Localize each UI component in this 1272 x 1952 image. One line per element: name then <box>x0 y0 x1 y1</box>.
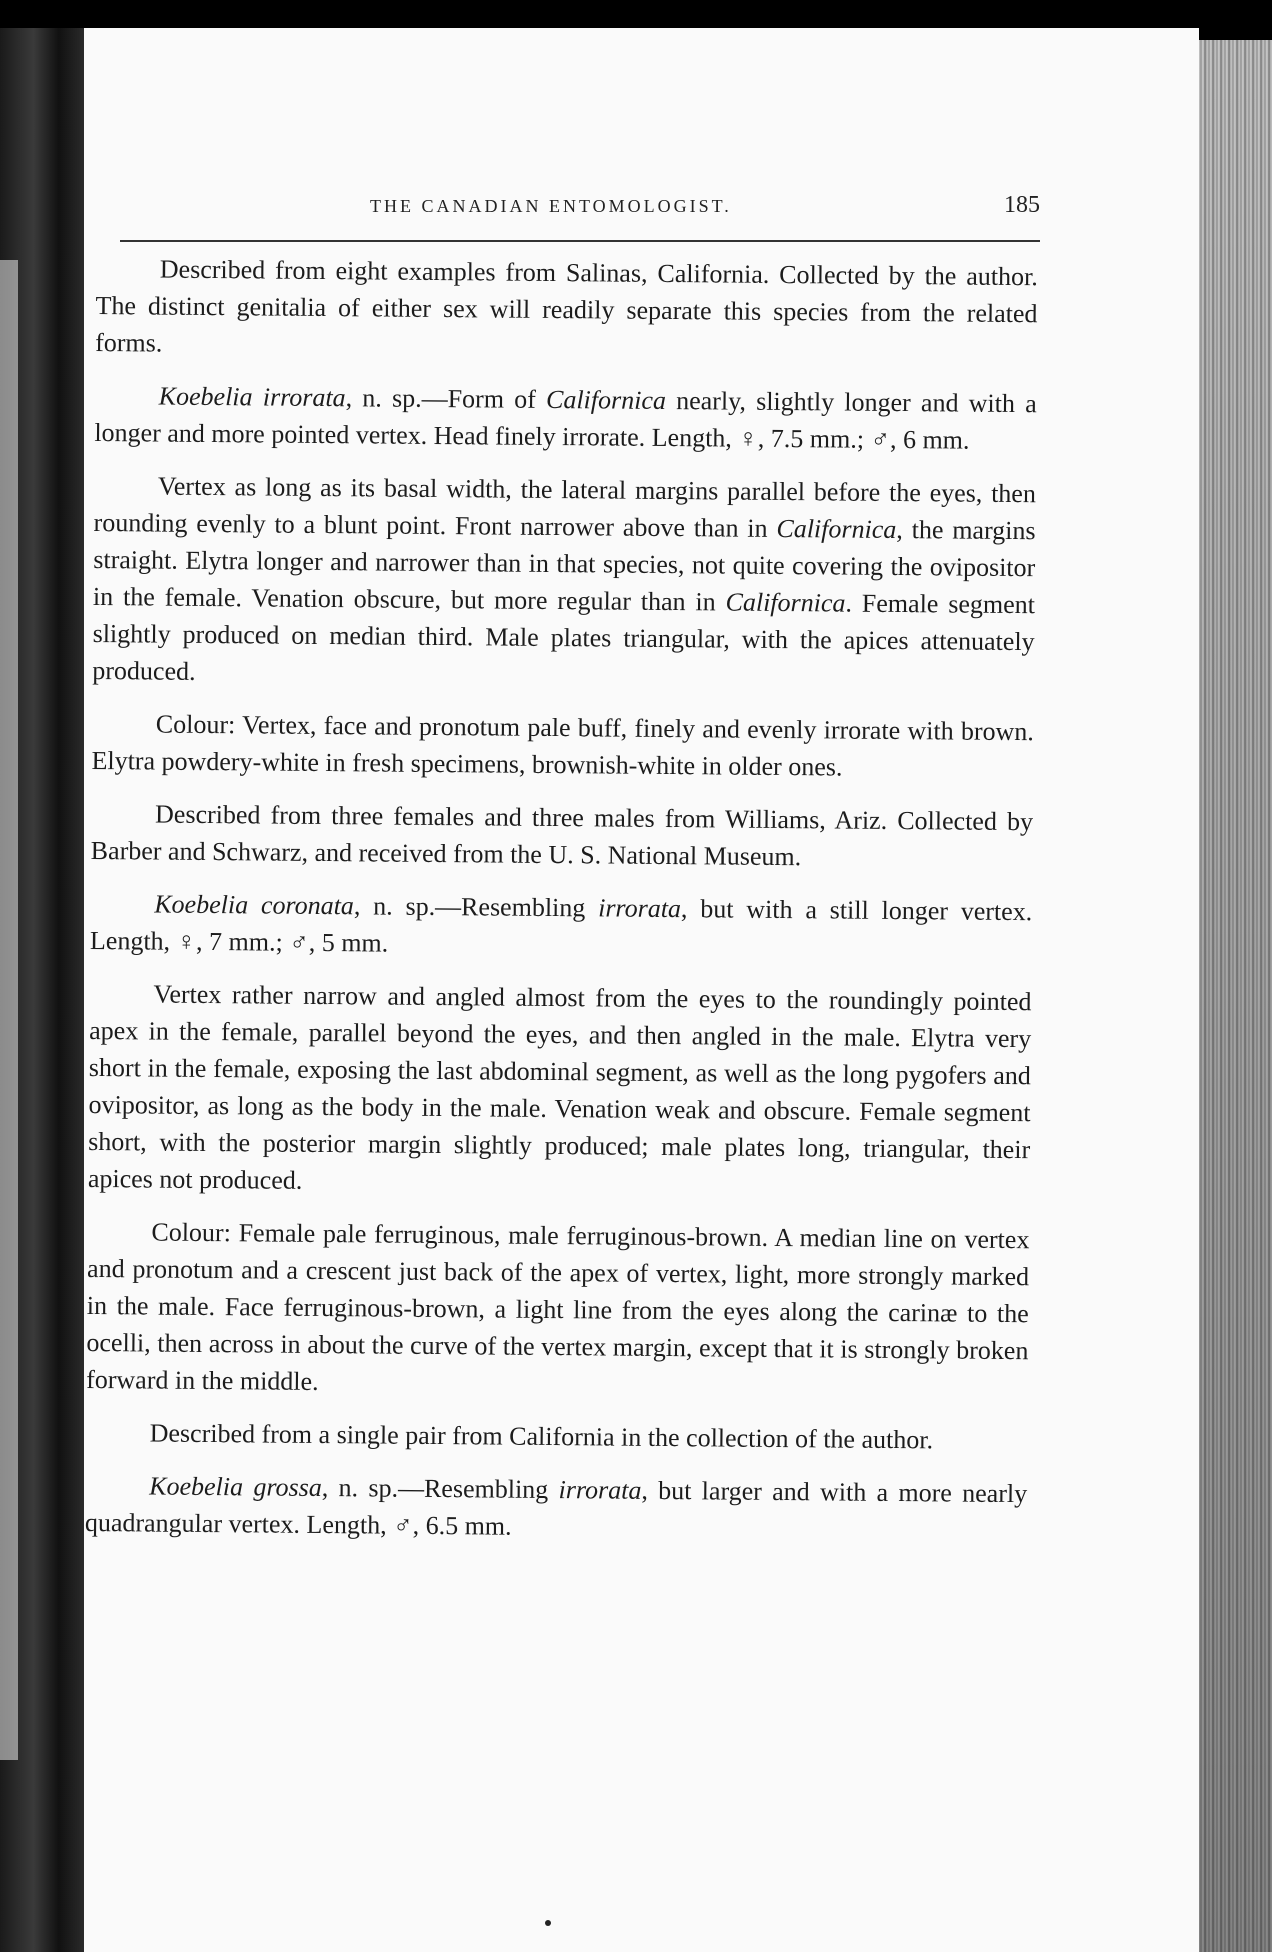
species-name: Koebelia coronata <box>154 889 355 921</box>
paragraph: Vertex rather narrow and angled almost from the eyes to the roundingly pointed apex in the female, parallel beyond the eyes, and then angled in the male. Elytra very short in the female, exposing the last abdominal segment, as well as the long pygofers and ovipositor, as long as the body in the male. Venation weak and obscure. Female segment short, with the posterior margin slightly produced; male plates long, triangular, their apices not produced. <box>87 979 1032 1195</box>
species-name: Koebelia grossa <box>149 1471 322 1503</box>
paragraph: Colour: Female pale ferruginous, male ferruginous-brown. A median line on vertex and pronotum and a crescent just back of the apex of vertex, light, more strongly marked in the male. Face ferruginous-brown, a light line from the eyes along the carinæ to the ocelli, then across in about the curve of the vertex margin, except that it is strongly broken forward in the middle. <box>86 1217 1030 1396</box>
paragraph: Described from eight examples from Salinas, California. Collected by the author. The distinct genitalia of either sex will readily separate this species from the related forms. <box>95 254 1038 358</box>
page-number: 185 <box>1004 192 1040 218</box>
species-name: Koebelia irrorata <box>158 381 346 413</box>
paragraph: Vertex as long as its basal width, the lateral margins parallel before the eyes, then rounding evenly to a blunt point. Front narrower above than in Californica, the margins straight. Elytra longer and narrower than in that species, not quite covering the ovipositor in the female. Venation obscure, but more regular than in Californica. Female segment slightly produced on median third. Male plates triangular, with the apices attenuately produced. <box>92 471 1037 686</box>
paragraph-species-irrorata: Koebelia irrorata, n. sp.—Form of Californica nearly, slightly longer and with a longer and more pointed vertex. Head finely irrorate. Length, ♀, 7.5 mm.; ♂, 6 mm. <box>94 381 1037 455</box>
paragraph: Described from three females and three males from Williams, Ariz. Collected by Barber and Schwarz, and received from the U. S. National Museum. <box>90 799 1034 872</box>
page-header <box>120 192 1040 236</box>
paragraph: Described from a single pair from California in the collection of the author. <box>149 1418 934 1455</box>
facing-page-edge <box>0 260 18 1760</box>
paragraph: Colour: Vertex, face and pronotum pale buff, finely and evenly irrorate with brown. Elytra powdery-white in fresh specimens, brownish-white in older ones. <box>91 709 1034 782</box>
running-head: THE CANADIAN ENTOMOLOGIST. <box>370 196 732 216</box>
header-rule <box>120 240 1040 242</box>
ink-speck <box>545 1920 551 1926</box>
paragraph-species-grossa: Koebelia grossa, n. sp.—Resembling irrorata, but larger and with a more nearly quadrangular vertex. Length, ♂, 6.5 mm. <box>84 1471 1028 1541</box>
page-edges-shadow <box>1199 40 1272 1952</box>
paragraph-species-coronata: Koebelia coronata, n. sp.—Resembling irrorata, but with a still longer vertex. Length, ♀, 7 mm.; ♂, 5 mm. <box>89 889 1033 958</box>
body-text <box>85 250 1038 1565</box>
